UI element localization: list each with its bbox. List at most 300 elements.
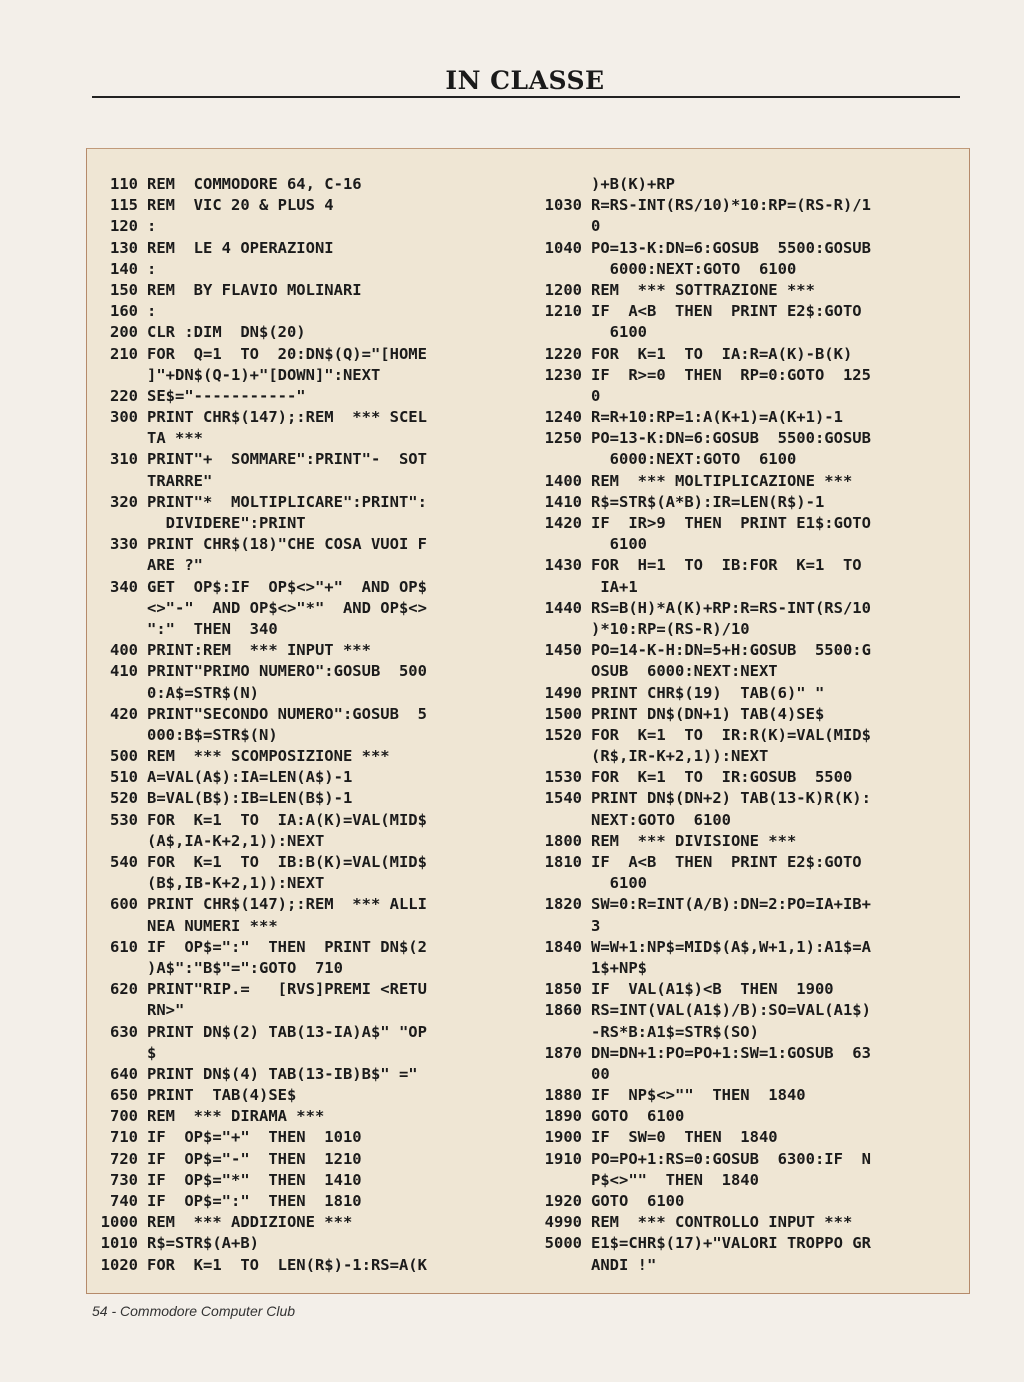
code-line xyxy=(90,661,520,682)
line-code: FOR K=1 TO IA:R=A(K)-B(K) xyxy=(591,344,853,363)
line-code: -RS*B:A1$=STR$(SO) xyxy=(591,1022,759,1041)
line-number xyxy=(534,810,582,831)
line-number: 150 xyxy=(110,280,138,299)
code-line xyxy=(90,1233,520,1254)
line-number: 340 xyxy=(110,577,138,596)
code-line xyxy=(534,661,964,682)
line-code: REM COMMODORE 64, C-16 xyxy=(147,175,362,193)
code-line xyxy=(534,238,964,259)
line-code: <>"-" AND OP$<>"*" AND OP$<> xyxy=(147,598,427,617)
line-number xyxy=(90,958,138,979)
line-code: IF IR>9 THEN PRINT E1$:GOTO xyxy=(591,514,871,532)
line-number xyxy=(534,322,582,343)
code-line xyxy=(90,894,520,915)
line-number: 220 xyxy=(110,386,138,405)
line-number: 740 xyxy=(110,1192,138,1210)
code-line xyxy=(534,937,964,958)
code-line xyxy=(90,449,520,470)
line-number xyxy=(90,598,138,619)
line-code: IF A<B THEN PRINT E2$:GOTO xyxy=(591,302,862,321)
code-line xyxy=(534,386,964,407)
page-title: IN CLASSE xyxy=(445,66,605,95)
code-line xyxy=(90,979,520,1000)
code-line xyxy=(90,1191,520,1212)
line-code: )+B(K)+RP xyxy=(591,175,675,193)
code-line xyxy=(90,238,520,259)
line-number: 520 xyxy=(110,789,138,808)
code-line xyxy=(534,598,964,619)
line-code: SE$="-----------" xyxy=(147,386,306,405)
code-line xyxy=(90,322,520,343)
line-number xyxy=(534,1064,582,1085)
line-number: 310 xyxy=(110,450,138,469)
line-number: 1530 xyxy=(544,768,582,787)
code-line xyxy=(90,1000,520,1021)
listing-column-right xyxy=(534,174,964,1276)
line-number: 1820 xyxy=(544,895,582,914)
line-code: REM *** SCOMPOSIZIONE *** xyxy=(147,747,390,766)
code-line xyxy=(90,1255,520,1276)
code-line xyxy=(534,534,964,555)
line-number: 1850 xyxy=(544,980,582,999)
code-line xyxy=(534,280,964,301)
code-line xyxy=(90,174,520,195)
line-code: (R$,IR-K+2,1)):NEXT xyxy=(591,747,769,766)
line-number: 1200 xyxy=(544,280,582,299)
code-line xyxy=(90,1127,520,1148)
code-line xyxy=(534,1233,964,1254)
line-number: 1840 xyxy=(544,937,582,956)
line-code: NEXT:GOTO 6100 xyxy=(591,810,731,829)
code-line xyxy=(534,322,964,343)
line-number: 1440 xyxy=(544,598,582,617)
line-number: 5000 xyxy=(544,1234,582,1253)
line-number: 330 xyxy=(110,535,138,554)
line-code: 0 xyxy=(591,217,601,236)
line-code: ]"+DN$(Q-1)+"[DOWN]":NEXT xyxy=(147,365,381,384)
line-number: 540 xyxy=(110,853,138,871)
code-line xyxy=(90,492,520,513)
code-line xyxy=(534,174,964,195)
line-code: IF NP$<>"" THEN 1840 xyxy=(591,1086,806,1105)
code-line xyxy=(90,1170,520,1191)
code-line xyxy=(90,746,520,767)
line-number: 4990 xyxy=(544,1213,582,1232)
line-code: PRINT DN$(DN+2) TAB(13-K)R(K): xyxy=(591,789,871,808)
code-line xyxy=(90,280,520,301)
code-line xyxy=(534,683,964,704)
code-line xyxy=(90,1064,520,1085)
code-line xyxy=(90,428,520,449)
line-number xyxy=(90,1043,138,1064)
code-line xyxy=(534,810,964,831)
code-line xyxy=(534,640,964,661)
line-code: FOR K=1 TO IR:R(K)=VAL(MID$ xyxy=(591,725,871,744)
line-code: RN>" xyxy=(147,1001,185,1020)
code-line xyxy=(534,1149,964,1170)
line-code: FOR K=1 TO IA:A(K)=VAL(MID$ xyxy=(147,810,427,829)
line-code: TA *** xyxy=(147,429,203,448)
code-line xyxy=(534,301,964,322)
line-number: 640 xyxy=(110,1064,138,1083)
listing-column-left xyxy=(90,174,520,1276)
line-code: IF SW=0 THEN 1840 xyxy=(591,1128,778,1147)
code-line xyxy=(534,513,964,534)
line-code: REM BY FLAVIO MOLINARI xyxy=(147,280,362,299)
line-number: 700 xyxy=(110,1107,138,1126)
page-footer: 54 - Commodore Computer Club xyxy=(92,1303,296,1319)
code-line xyxy=(534,1212,964,1233)
line-number: 650 xyxy=(110,1086,138,1105)
code-line xyxy=(534,831,964,852)
line-number: 1400 xyxy=(544,471,582,490)
line-code: 6000:NEXT:GOTO 6100 xyxy=(591,450,797,469)
code-line xyxy=(534,1022,964,1043)
line-code: IF OP$="*" THEN 1410 xyxy=(147,1170,362,1189)
line-code: CLR :DIM DN$(20) xyxy=(147,323,306,342)
line-number: 1910 xyxy=(544,1149,582,1168)
line-code: ANDI !" xyxy=(591,1255,657,1274)
code-line xyxy=(90,195,520,216)
line-code: 0:A$=STR$(N) xyxy=(147,683,259,702)
line-number: 320 xyxy=(110,492,138,511)
code-line xyxy=(534,216,964,237)
code-line xyxy=(534,1170,964,1191)
line-number xyxy=(534,174,582,195)
line-number: 530 xyxy=(110,810,138,829)
line-number xyxy=(534,534,582,555)
line-code: PRINT CHR$(19) TAB(6)" " xyxy=(591,683,825,702)
code-line xyxy=(90,767,520,788)
code-line xyxy=(534,916,964,937)
line-number: 1010 xyxy=(100,1234,138,1253)
code-line xyxy=(90,386,520,407)
line-code: 6000:NEXT:GOTO 6100 xyxy=(591,259,797,278)
code-line xyxy=(534,449,964,470)
line-number: 1250 xyxy=(544,429,582,448)
code-line xyxy=(90,344,520,365)
line-code: R$=STR$(A+B) xyxy=(147,1234,259,1253)
line-number: 1240 xyxy=(544,408,582,427)
line-code: PRINT"+ SOMMARE":PRINT"- SOT xyxy=(147,450,427,469)
line-number: 1900 xyxy=(544,1128,582,1147)
line-code: REM *** DIVISIONE *** xyxy=(591,831,797,850)
header-rule xyxy=(92,96,960,98)
line-number xyxy=(90,683,138,704)
line-code: IF OP$=":" THEN 1810 xyxy=(147,1192,362,1210)
line-number: 630 xyxy=(110,1022,138,1041)
line-number xyxy=(90,365,138,386)
line-number xyxy=(534,1022,582,1043)
code-line xyxy=(534,958,964,979)
line-number: 1040 xyxy=(544,238,582,257)
line-number xyxy=(534,1255,582,1276)
code-line xyxy=(90,1022,520,1043)
line-code: REM *** DIRAMA *** xyxy=(147,1107,325,1126)
line-code: (A$,IA-K+2,1)):NEXT xyxy=(147,831,325,850)
line-number: 130 xyxy=(110,238,138,257)
code-line xyxy=(90,788,520,809)
line-number xyxy=(90,513,138,534)
line-code: B=VAL(B$):IB=LEN(B$)-1 xyxy=(147,789,353,808)
line-code: PO=13-K:DN=6:GOSUB 5500:GOSUB xyxy=(591,238,871,257)
code-line xyxy=(534,767,964,788)
line-number: 1540 xyxy=(544,789,582,808)
line-number: 1800 xyxy=(544,831,582,850)
line-number xyxy=(90,725,138,746)
line-code: 0 xyxy=(591,386,601,405)
code-line xyxy=(534,1255,964,1276)
line-code: : xyxy=(147,302,157,321)
line-number: 115 xyxy=(110,196,138,215)
line-number xyxy=(90,428,138,449)
code-line xyxy=(90,598,520,619)
line-code: PRINT CHR$(147);:REM *** SCEL xyxy=(147,408,427,427)
line-code: REM LE 4 OPERAZIONI xyxy=(147,238,334,257)
code-line xyxy=(90,619,520,640)
line-code: REM *** MOLTIPLICAZIONE *** xyxy=(591,471,853,490)
line-code: R=R+10:RP=1:A(K+1)=A(K+1)-1 xyxy=(591,408,843,427)
line-number: 500 xyxy=(110,747,138,766)
line-number: 1210 xyxy=(544,302,582,321)
line-number: 1000 xyxy=(100,1213,138,1232)
line-number: 300 xyxy=(110,408,138,427)
line-code: OSUB 6000:NEXT:NEXT xyxy=(591,662,778,681)
code-line xyxy=(534,1000,964,1021)
line-code: 6100 xyxy=(591,323,647,342)
line-code: PRINT"PRIMO NUMERO":GOSUB 500 xyxy=(147,662,427,681)
code-line xyxy=(90,555,520,576)
code-line xyxy=(534,894,964,915)
line-code: PRINT DN$(DN+1) TAB(4)SE$ xyxy=(591,704,825,723)
code-line xyxy=(534,619,964,640)
line-code: FOR H=1 TO IB:FOR K=1 TO xyxy=(591,556,862,575)
line-number xyxy=(534,661,582,682)
code-line xyxy=(90,577,520,598)
code-line xyxy=(90,1212,520,1233)
line-number: 110 xyxy=(110,175,138,193)
line-number: 620 xyxy=(110,980,138,999)
line-code: NEA NUMERI *** xyxy=(147,916,278,935)
code-line xyxy=(534,704,964,725)
line-number xyxy=(90,471,138,492)
line-number: 1810 xyxy=(544,853,582,871)
line-code: IF OP$="-" THEN 1210 xyxy=(147,1149,362,1168)
line-code: P$<>"" THEN 1840 xyxy=(591,1170,759,1189)
line-code: PO=13-K:DN=6:GOSUB 5500:GOSUB xyxy=(591,429,871,448)
line-code: E1$=CHR$(17)+"VALORI TROPPO GR xyxy=(591,1234,871,1253)
line-code: FOR K=1 TO LEN(R$)-1:RS=A(K xyxy=(147,1255,427,1274)
line-code: FOR K=1 TO IB:B(K)=VAL(MID$ xyxy=(147,853,427,871)
line-code: PO=PO+1:RS=0:GOSUB 6300:IF N xyxy=(591,1149,871,1168)
code-line xyxy=(90,1106,520,1127)
line-code: $ xyxy=(147,1043,157,1062)
code-line xyxy=(90,916,520,937)
code-line xyxy=(534,259,964,280)
code-line xyxy=(534,407,964,428)
code-line xyxy=(90,513,520,534)
code-line xyxy=(534,344,964,365)
line-code: PRINT DN$(4) TAB(13-IB)B$" =" xyxy=(147,1064,418,1083)
code-line xyxy=(90,725,520,746)
line-code: )*10:RP=(RS-R)/10 xyxy=(591,619,750,638)
line-number xyxy=(534,259,582,280)
line-code: )A$":"B$"=":GOTO 710 xyxy=(147,958,343,977)
code-line xyxy=(90,958,520,979)
code-line xyxy=(534,725,964,746)
line-code: REM VIC 20 & PLUS 4 xyxy=(147,196,334,215)
line-code: PRINT CHR$(18)"CHE COSA VUOI F xyxy=(147,535,427,554)
line-code: RS=INT(VAL(A1$)/B):SO=VAL(A1$) xyxy=(591,1001,871,1020)
line-code: ":" THEN 340 xyxy=(147,619,278,638)
line-number: 1220 xyxy=(544,344,582,363)
line-code: PO=14-K-H:DN=5+H:GOSUB 5500:G xyxy=(591,641,871,660)
code-line xyxy=(90,852,520,873)
line-code: PRINT TAB(4)SE$ xyxy=(147,1086,297,1105)
line-number xyxy=(534,1170,582,1191)
line-code: (B$,IB-K+2,1)):NEXT xyxy=(147,874,325,893)
line-number xyxy=(90,1000,138,1021)
line-code: R$=STR$(A*B):IR=LEN(R$)-1 xyxy=(591,492,825,511)
line-number xyxy=(534,619,582,640)
code-line xyxy=(90,259,520,280)
line-number xyxy=(534,873,582,894)
line-code: IF R>=0 THEN RP=0:GOTO 125 xyxy=(591,365,871,384)
line-number: 1430 xyxy=(544,556,582,575)
code-line xyxy=(534,195,964,216)
line-number: 720 xyxy=(110,1149,138,1168)
line-code: IF A<B THEN PRINT E2$:GOTO xyxy=(591,853,862,871)
line-code: 1$+NP$ xyxy=(591,958,647,977)
line-code: A=VAL(A$):IA=LEN(A$)-1 xyxy=(147,768,353,787)
line-code: REM *** SOTTRAZIONE *** xyxy=(591,280,815,299)
line-number: 1420 xyxy=(544,514,582,532)
code-line xyxy=(534,746,964,767)
line-number: 140 xyxy=(110,259,138,278)
line-number: 730 xyxy=(110,1170,138,1189)
code-line xyxy=(90,407,520,428)
code-line xyxy=(90,831,520,852)
line-number: 1230 xyxy=(544,365,582,384)
code-line xyxy=(534,492,964,513)
code-line xyxy=(90,810,520,831)
code-line xyxy=(534,577,964,598)
code-line xyxy=(534,1064,964,1085)
line-number xyxy=(534,577,582,598)
code-line xyxy=(534,979,964,1000)
line-code: 6100 xyxy=(591,874,647,893)
line-number xyxy=(534,916,582,937)
line-number xyxy=(534,958,582,979)
code-line xyxy=(90,704,520,725)
line-code: IF OP$=":" THEN PRINT DN$(2 xyxy=(147,937,427,956)
line-number: 510 xyxy=(110,768,138,787)
line-code: PRINT"* MOLTIPLICARE":PRINT": xyxy=(147,492,427,511)
line-code: IA+1 xyxy=(591,577,638,596)
code-line xyxy=(90,683,520,704)
line-code: 6100 xyxy=(591,535,647,554)
code-line xyxy=(90,534,520,555)
code-line xyxy=(534,1191,964,1212)
line-code: GET OP$:IF OP$<>"+" AND OP$ xyxy=(147,577,427,596)
line-code: REM *** ADDIZIONE *** xyxy=(147,1213,353,1232)
line-number xyxy=(534,746,582,767)
code-line xyxy=(534,471,964,492)
code-line xyxy=(90,301,520,322)
code-line xyxy=(90,365,520,386)
line-number: 160 xyxy=(110,302,138,321)
code-line xyxy=(90,937,520,958)
code-line xyxy=(90,873,520,894)
line-number xyxy=(90,831,138,852)
line-code: 00 xyxy=(591,1064,610,1083)
line-number xyxy=(90,916,138,937)
line-number: 1870 xyxy=(544,1043,582,1062)
line-number: 1920 xyxy=(544,1192,582,1210)
line-code: GOTO 6100 xyxy=(591,1192,685,1210)
line-code: GOTO 6100 xyxy=(591,1107,685,1126)
line-code: : xyxy=(147,259,157,278)
line-number: 1520 xyxy=(544,725,582,744)
line-code: 000:B$=STR$(N) xyxy=(147,725,278,744)
code-line xyxy=(534,1106,964,1127)
line-code: : xyxy=(147,217,157,236)
line-number xyxy=(90,555,138,576)
code-line xyxy=(90,1149,520,1170)
line-number: 120 xyxy=(110,217,138,236)
line-code: 3 xyxy=(591,916,601,935)
line-number: 210 xyxy=(110,344,138,363)
code-line xyxy=(534,1085,964,1106)
line-number: 1020 xyxy=(100,1255,138,1274)
line-code: IF VAL(A1$)<B THEN 1900 xyxy=(591,980,834,999)
code-line xyxy=(534,1127,964,1148)
line-number: 1410 xyxy=(544,492,582,511)
code-line xyxy=(534,852,964,873)
line-code: REM *** CONTROLLO INPUT *** xyxy=(591,1213,853,1232)
line-number xyxy=(90,873,138,894)
line-number xyxy=(90,619,138,640)
line-code: SW=0:R=INT(A/B):DN=2:PO=IA+IB+ xyxy=(591,895,871,914)
line-code: DN=DN+1:PO=PO+1:SW=1:GOSUB 63 xyxy=(591,1043,871,1062)
code-line xyxy=(534,788,964,809)
line-code: PRINT"SECONDO NUMERO":GOSUB 5 xyxy=(147,704,427,723)
line-code: TRARRE" xyxy=(147,471,213,490)
line-code: PRINT DN$(2) TAB(13-IA)A$" "OP xyxy=(147,1022,427,1041)
line-code: PRINT CHR$(147);:REM *** ALLI xyxy=(147,895,427,914)
line-code: DIVIDERE":PRINT xyxy=(147,514,306,532)
code-line xyxy=(534,428,964,449)
line-number: 710 xyxy=(110,1128,138,1147)
line-number: 1860 xyxy=(544,1001,582,1020)
code-line xyxy=(534,873,964,894)
line-number: 1890 xyxy=(544,1107,582,1126)
line-number xyxy=(534,386,582,407)
line-number: 600 xyxy=(110,895,138,914)
line-code: RS=B(H)*A(K)+RP:R=RS-INT(RS/10 xyxy=(591,598,871,617)
code-line xyxy=(90,471,520,492)
line-number: 420 xyxy=(110,704,138,723)
line-code: W=W+1:NP$=MID$(A$,W+1,1):A1$=A xyxy=(591,937,871,956)
code-line xyxy=(534,365,964,386)
line-number: 1880 xyxy=(544,1086,582,1105)
line-number xyxy=(534,449,582,470)
line-code: FOR Q=1 TO 20:DN$(Q)="[HOME xyxy=(147,344,427,363)
line-code: PRINT:REM *** INPUT *** xyxy=(147,641,371,660)
code-line xyxy=(90,640,520,661)
line-number: 1490 xyxy=(544,683,582,702)
line-number: 410 xyxy=(110,662,138,681)
